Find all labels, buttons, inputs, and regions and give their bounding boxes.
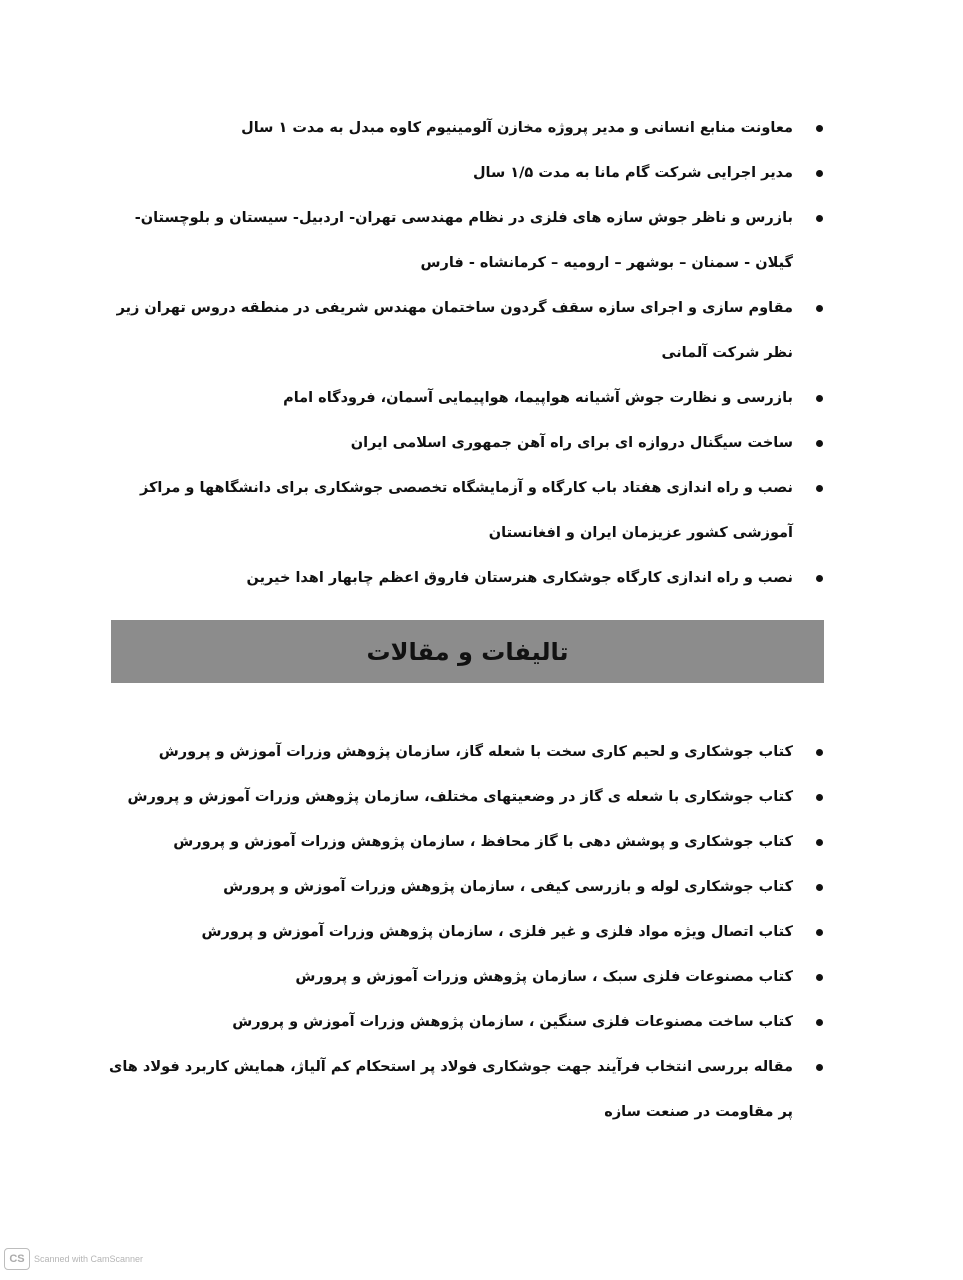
list-item bbox=[103, 865, 823, 910]
list-item-text: کتاب جوشکاری با شعله ی گاز در وضعیتهای مختلف، سازمان پژوهش وزرات آموزش و پرورش bbox=[127, 789, 793, 805]
list-item bbox=[103, 820, 823, 865]
bullet-icon bbox=[816, 575, 823, 582]
list-item-text: مقاله بررسی انتخاب فرآیند جهت جوشکاری فولاد پر استحکام کم آلیاژ، همایش کاربرد فولاد های پر مقاومت در صنعت سازه bbox=[109, 1059, 793, 1120]
list-item-text: کتاب ساخت مصنوعات فلزی سنگین ، سازمان پژوهش وزرات آموزش و پرورش bbox=[232, 1014, 793, 1030]
list-item bbox=[103, 1045, 823, 1135]
bullet-icon bbox=[816, 929, 823, 936]
bullet-icon bbox=[816, 215, 823, 222]
bullet-icon bbox=[816, 839, 823, 846]
list-item-text: کتاب مصنوعات فلزی سبک ، سازمان پژوهش وزرات آموزش و پرورش bbox=[295, 969, 793, 985]
list-item-text: کتاب جوشکاری لوله و بازرسی کیفی ، سازمان پژوهش وزرات آموزش و پرورش bbox=[223, 879, 793, 895]
list-item-text: بازرس و ناظر جوش سازه های فلزی در نظام مهندسی تهران- اردبیل- سیستان و بلوچستان- گیلان - سمنان – بوشهر – ارومیه – کرمانشاه - فارس bbox=[134, 210, 793, 271]
list-item bbox=[103, 910, 823, 955]
list-item bbox=[103, 556, 823, 601]
list-item-text: ساخت سیگنال دروازه ای برای راه آهن جمهوری اسلامی ایران bbox=[350, 435, 793, 451]
bullet-icon bbox=[816, 974, 823, 981]
list-item bbox=[103, 955, 823, 1000]
camscanner-logo-icon: CS bbox=[4, 1248, 30, 1270]
camscanner-watermark bbox=[4, 1248, 143, 1270]
bullet-icon bbox=[816, 170, 823, 177]
bullet-icon bbox=[816, 794, 823, 801]
list-item-text: نصب و راه اندازی هفتاد باب کارگاه و آزمایشگاه تخصصی جوشکاری برای دانشگاهها و مراکز آموزشی کشور عزیزمان ایران و افغانستان bbox=[139, 480, 793, 541]
list-item bbox=[103, 466, 823, 556]
experience-list bbox=[103, 106, 823, 601]
list-item bbox=[103, 730, 823, 775]
list-item-text: بازرسی و نظارت جوش آشیانه هواپیما، هواپیمایی آسمان، فرودگاه امام bbox=[283, 390, 793, 406]
bullet-icon bbox=[816, 749, 823, 756]
bullet-icon bbox=[816, 485, 823, 492]
list-item bbox=[103, 196, 823, 286]
bullet-icon bbox=[816, 395, 823, 402]
list-item bbox=[103, 1000, 823, 1045]
list-item-text: نصب و راه اندازی کارگاه جوشکاری هنرستان فاروق اعظم چابهار اهدا خیرین bbox=[246, 570, 793, 586]
list-item bbox=[103, 376, 823, 421]
list-item bbox=[103, 775, 823, 820]
list-item bbox=[103, 151, 823, 196]
list-item bbox=[103, 421, 823, 466]
list-item-text: کتاب جوشکاری و پوشش دهی با گاز محافظ ، سازمان پژوهش وزرات آموزش و پرورش bbox=[173, 834, 793, 850]
list-item bbox=[103, 286, 823, 376]
list-item-text: کتاب جوشکاری و لحیم کاری سخت با شعله گاز، سازمان پژوهش وزرات آموزش و پرورش bbox=[158, 744, 793, 760]
bullet-icon bbox=[816, 305, 823, 312]
bullet-icon bbox=[816, 884, 823, 891]
section-title: تالیفات و مقالات bbox=[366, 637, 569, 666]
watermark-text: Scanned with CamScanner bbox=[34, 1254, 144, 1264]
list-item-text: مدیر اجرایی شرکت گام مانا به مدت ۱/۵ سال bbox=[472, 165, 793, 181]
list-item-text: مقاوم سازی و اجرای سازه سقف گردون ساختمان مهندس شریفی در منطقه دروس تهران زیر نظر شرکت آلمانی bbox=[116, 300, 793, 361]
bullet-icon bbox=[816, 1019, 823, 1026]
bullet-icon bbox=[816, 125, 823, 132]
list-item-text: کتاب اتصال ویژه مواد فلزی و غیر فلزی ، سازمان پژوهش وزرات آموزش و پرورش bbox=[201, 924, 793, 940]
bullet-icon bbox=[816, 1064, 823, 1071]
list-item bbox=[103, 106, 823, 151]
bullet-icon bbox=[816, 440, 823, 447]
list-item-text: معاونت منابع انسانی و مدیر پروژه مخازن آلومینیوم کاوه مبدل به مدت ۱ سال bbox=[241, 120, 793, 136]
publications-list bbox=[103, 730, 823, 1135]
section-header bbox=[111, 620, 824, 683]
